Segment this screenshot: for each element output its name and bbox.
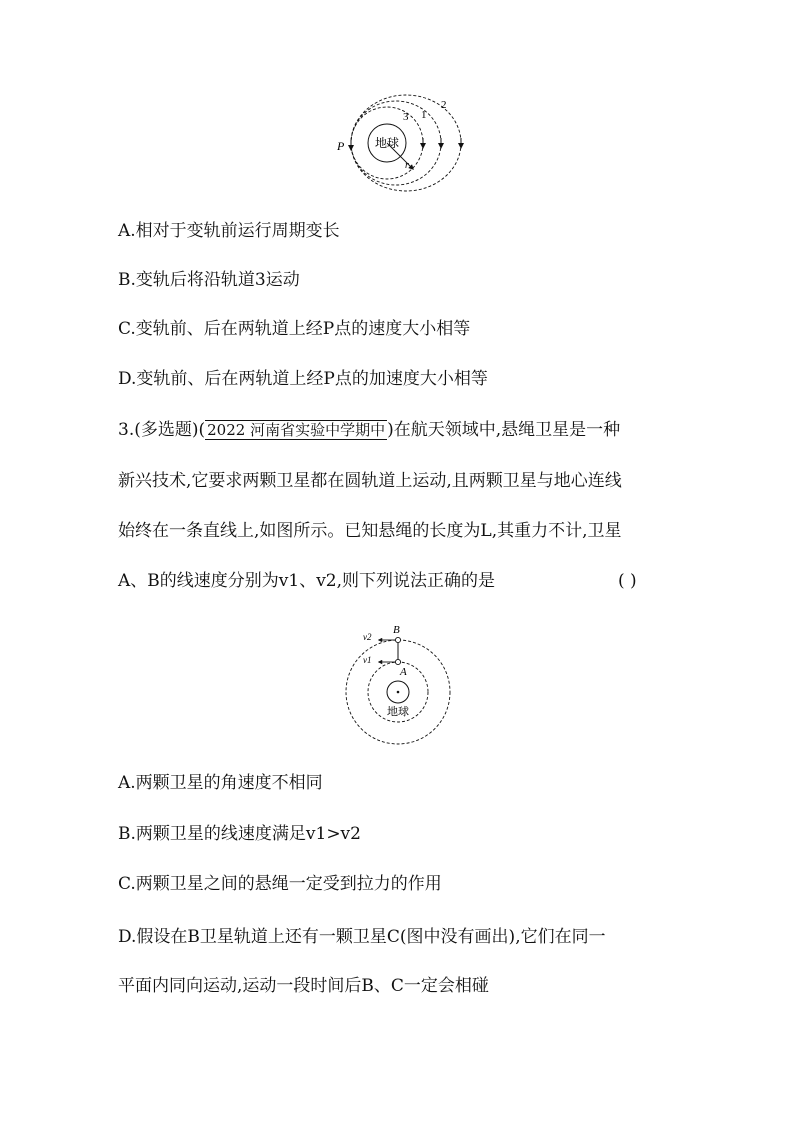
satellite-b-label: B [393,624,400,636]
earth-label: 地球 [374,136,400,150]
satellite-b [395,637,400,642]
q3-option-c: C.两颗卫星之间的悬绳一定受到拉力的作用 [118,874,442,894]
q3-option-a: A.两颗卫星的角速度不相同 [118,773,323,793]
q3-line-1: 3.(多选题)( 2022 河南省实验中学期中 )在航天领域中,悬绳卫星是一种 [118,420,621,440]
tether-satellite-diagram [338,620,458,748]
earth-center [397,691,400,694]
q2-option-c: C.变轨前、后在两轨道上经P点的速度大小相等 [118,319,471,339]
v1-label: v1 [363,655,372,665]
earth-label: 地球 [387,706,409,718]
answer-paren: ( ) [618,571,637,591]
q3-option-b: B.两颗卫星的线速度满足v1>v2 [118,824,361,844]
q3-number: 3. [118,420,135,440]
q3-option-d: D.假设在B卫星轨道上还有一颗卫星C(图中没有画出),它们在同一 [118,927,606,947]
satellite-a [395,659,400,664]
q3-line-4: A、B的线速度分别为v1、v2,则下列说法正确的是 [118,571,496,591]
q2-option-b: B.变轨后将沿轨道3运动 [118,270,300,290]
q3-line1-rest: 在航天领域中,悬绳卫星是一种 [393,420,621,440]
q3-source: 2022 河南省实验中学期中 [207,421,386,439]
q3-line-4-row [118,570,674,592]
q3-tag: (多选题) [134,420,199,440]
q3-line-3: 始终在一条直线上,如图所示。已知悬绳的长度为L,其重力不计,卫星 [118,521,622,541]
radius-label: r [405,160,409,171]
orbit-label-2: 2 [441,99,447,111]
q3-option-d-cont: 平面内同向运动,运动一段时间后B、C一定会相碰 [118,976,489,996]
q2-option-d: D.变轨前、后在两轨道上经P点的加速度大小相等 [118,369,488,389]
q2-option-a: A.相对于变轨前运行周期变长 [118,221,340,241]
v2-label: v2 [363,632,372,642]
q3-line-2: 新兴技术,它要求两颗卫星都在圆轨道上运动,且两颗卫星与地心连线 [118,471,622,491]
orbit-label-3: 3 [403,111,409,123]
satellite-a-label: A [400,666,407,678]
orbit-diagram [330,92,470,194]
point-p-label: P [337,139,345,153]
orbit-label-1: 1 [421,109,427,121]
